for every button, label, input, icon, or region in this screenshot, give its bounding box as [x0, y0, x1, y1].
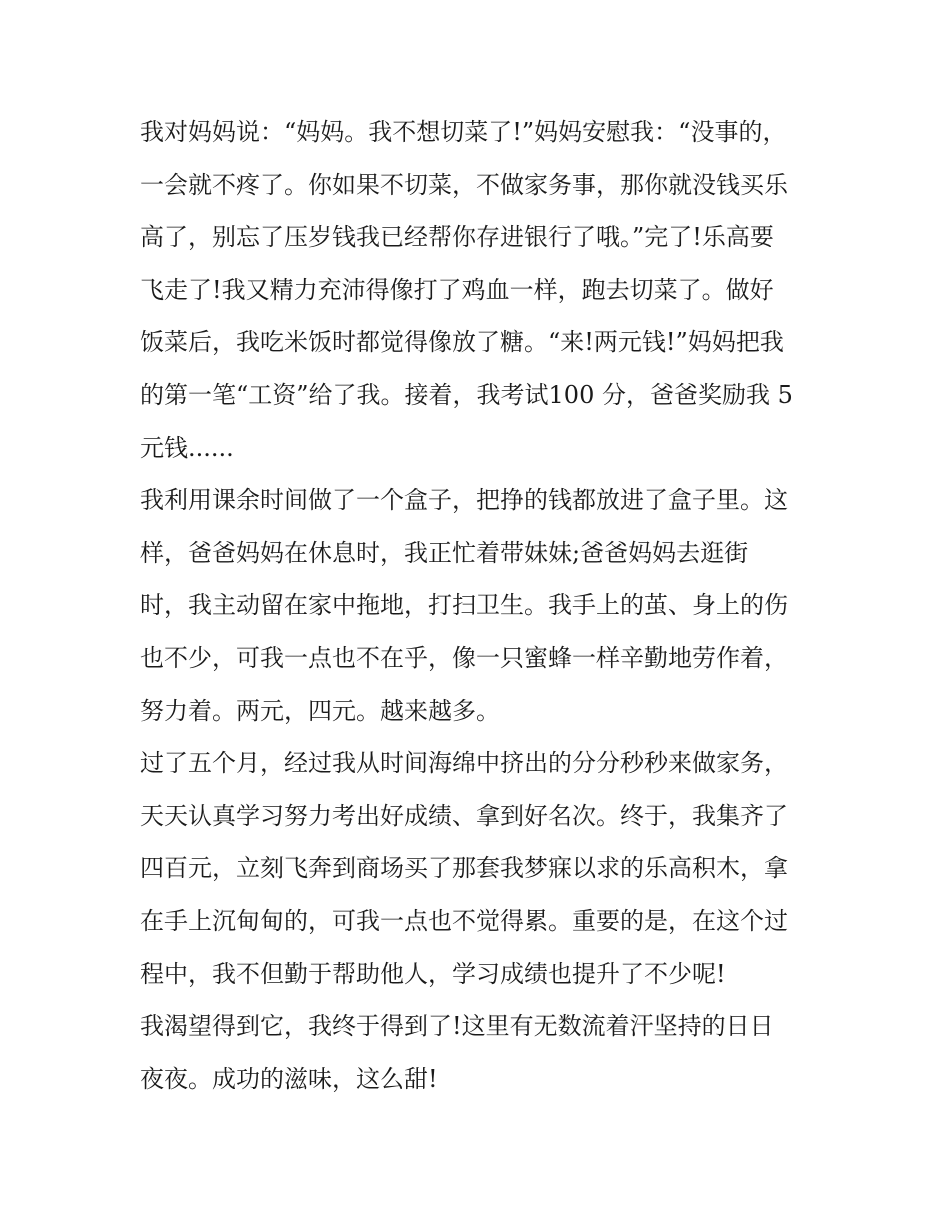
text-line: 饭菜后，我吃米饭时都觉得像放了糖。“来!两元钱!”妈妈把我 [140, 328, 784, 357]
text-line: 元钱...... [140, 433, 234, 462]
text-line: 我渴望得到它，我终于得到了!这里有无数流着汗坚持的日日 [140, 1012, 774, 1041]
text-line: 样，爸爸妈妈在休息时，我正忙着带妹妹;爸爸妈妈去逛街 [140, 538, 749, 567]
document-body [140, 106, 820, 1105]
text-line: 夜夜。成功的滋味，这么甜! [140, 1064, 438, 1093]
text-line: 高了，别忘了压岁钱我已经帮你存进银行了哦。”完了!乐高要 [140, 223, 774, 252]
text-line: 过了五个月，经过我从时间海绵中挤出的分分秒秒来做家务， [140, 749, 788, 778]
text-line: 也不少，可我一点也不在乎，像一只蜜蜂一样辛勤地劳作着， [140, 643, 788, 672]
text-line: 努力着。两元，四元。越来越多。 [140, 696, 500, 725]
text-line: 在手上沉甸甸的，可我一点也不觉得累。重要的是，在这个过 [140, 906, 788, 935]
text-line: 天天认真学习努力考出好成绩、拿到好名次。终于，我集齐了 [140, 801, 788, 830]
text-line: 四百元，立刻飞奔到商场买了那套我梦寐以求的乐高积木，拿 [140, 854, 788, 883]
text-line: 时，我主动留在家中拖地，打扫卫生。我手上的茧、身上的伤 [140, 591, 788, 620]
text-line: 我对妈妈说：“妈妈。我不想切菜了!”妈妈安慰我：“没事的， [140, 118, 787, 146]
text-line: 的第一笔“工资”给了我。接着，我考试100 分，爸爸奖励我 5 [140, 380, 793, 409]
text-line: 一会就不疼了。你如果不切菜，不做家务事，那你就没钱买乐 [140, 170, 788, 199]
text-line: 我利用课余时间做了一个盒子，把挣的钱都放进了盒子里。这 [140, 486, 788, 515]
text-line: 飞走了!我又精力充沛得像打了鸡血一样，跑去切菜了。做好 [140, 275, 774, 304]
text-line: 程中，我不但勤于帮助他人，学习成绩也提升了不少呢! [140, 959, 726, 988]
